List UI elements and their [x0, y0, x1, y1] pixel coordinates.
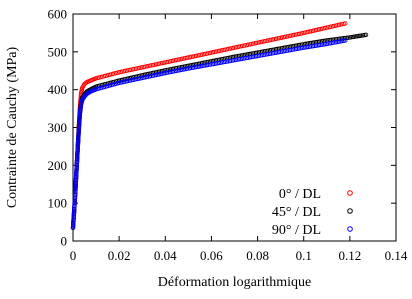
y-axis-label: Contrainte de Cauchy (MPa) — [5, 46, 20, 209]
y-tick-label: 500 — [47, 44, 67, 60]
legend-marker — [348, 209, 353, 214]
legend — [272, 187, 352, 238]
y-tick-label: 0 — [60, 233, 67, 249]
legend-marker — [348, 191, 353, 196]
x-tick-label: 0.1 — [295, 248, 312, 263]
x-tick-label: 0.02 — [107, 248, 131, 263]
x-tick-label: 0.06 — [200, 248, 223, 263]
y-tick-label: 300 — [47, 120, 67, 135]
axis-tick-labels — [48, 7, 408, 264]
x-tick-label: 0.08 — [246, 248, 269, 263]
x-tick-label: 0.12 — [338, 248, 362, 263]
series-layer — [71, 22, 368, 230]
x-tick-label: 0.14 — [384, 248, 408, 263]
x-axis-label: Déformation logarithmique — [157, 275, 312, 290]
y-tick-label: 100 — [47, 195, 67, 211]
y-tick-label: 200 — [47, 157, 67, 173]
legend-label: 45° / DL — [271, 205, 321, 220]
legend-label: 90° / DL — [271, 223, 321, 238]
y-tick-label: 400 — [47, 82, 67, 98]
legend-label: 0° / DL — [278, 187, 321, 202]
legend-marker — [348, 227, 353, 232]
x-tick-label: 0.04 — [153, 248, 177, 263]
x-tick-label: 0 — [69, 248, 77, 263]
y-tick-label: 600 — [47, 6, 67, 22]
